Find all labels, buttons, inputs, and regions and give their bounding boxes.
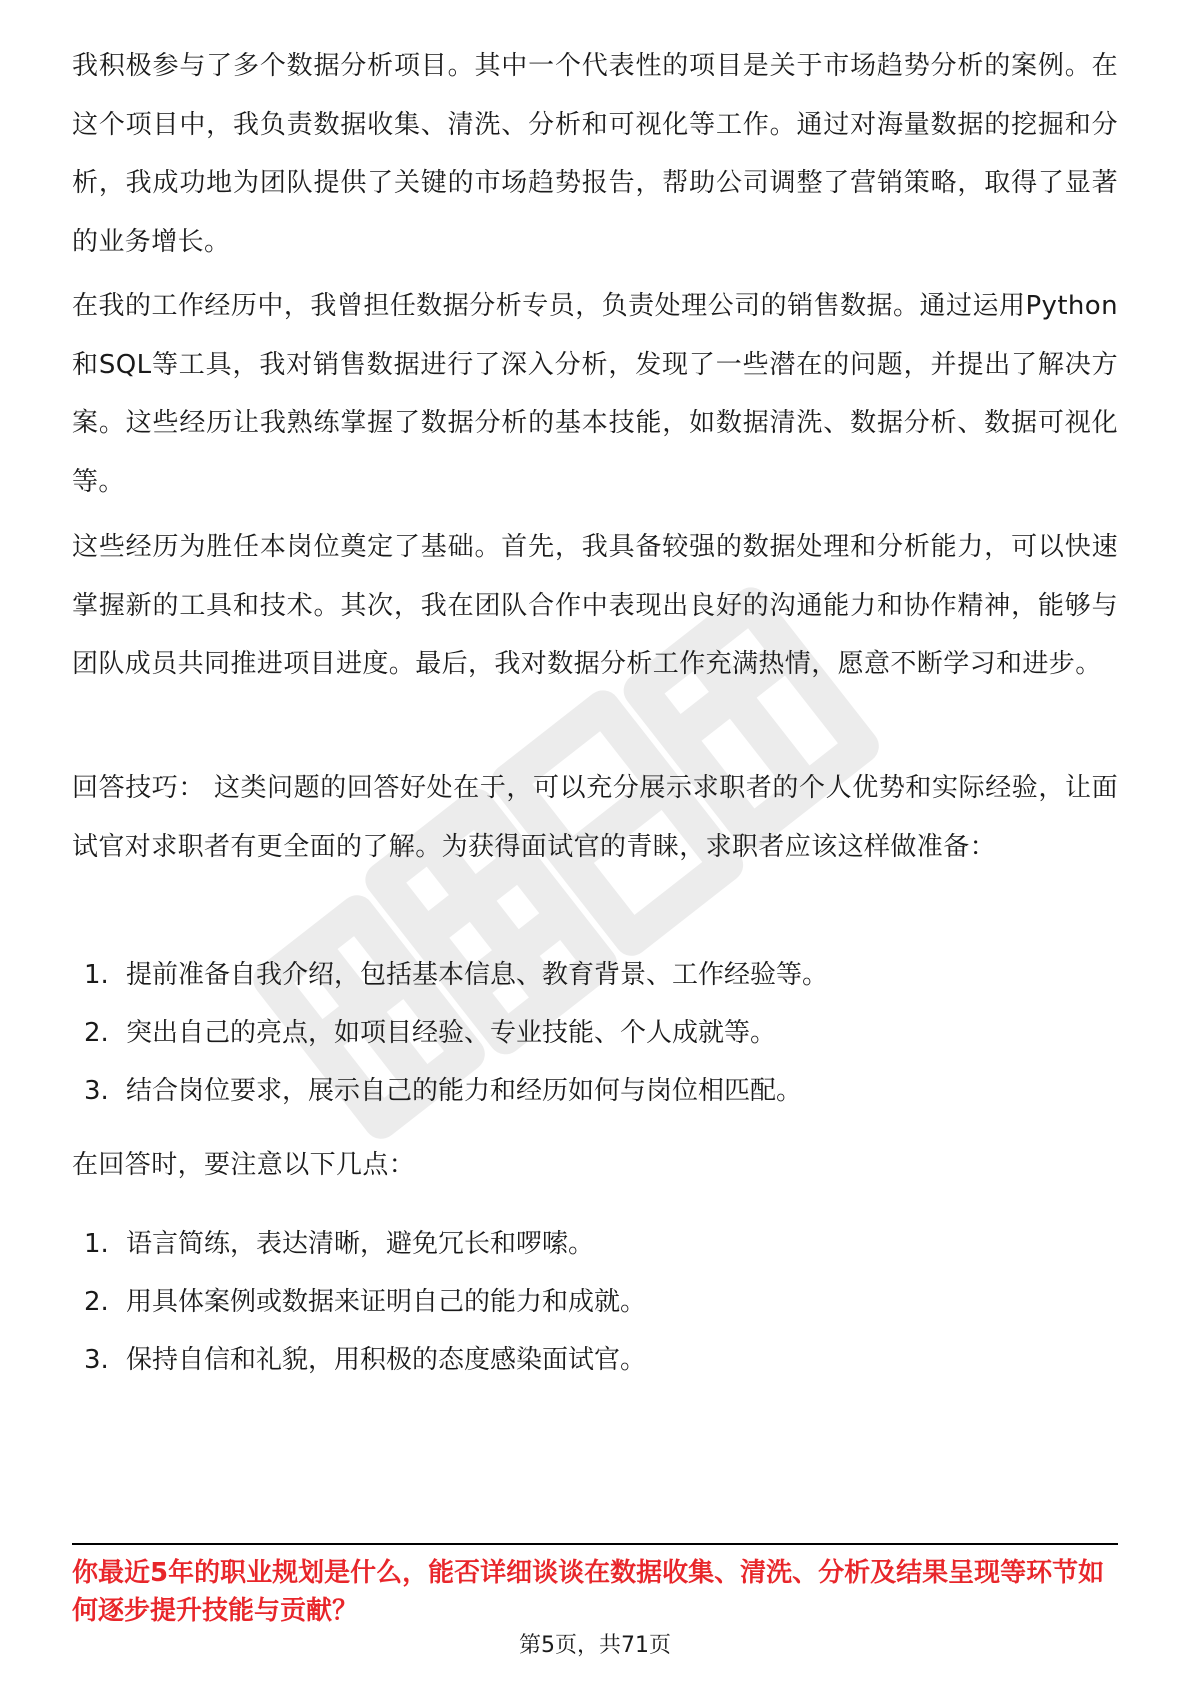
list-number: 2. <box>84 1287 109 1317</box>
list-text: 用具体案例或数据来证明自己的能力和成就。 <box>126 1287 647 1317</box>
list-number: 1. <box>84 1229 109 1259</box>
list-number: 3. <box>84 1345 109 1375</box>
prep-list <box>84 946 1084 1120</box>
next-question-heading: 你最近5年的职业规划是什么，能否详细谈谈在数据收集、清洗、分析及结果呈现等环节如何逐步提升技能与贡献？ <box>72 1558 1105 1626</box>
paragraph-answer-tips: 回答技巧： 这类问题的回答好处在于，可以充分展示求职者的个人优势和实际经验，让面试官对求职者有更全面的了解。为获得面试官的青睐，求职者应该这样做准备： <box>72 773 1118 862</box>
list-number: 3. <box>84 1076 109 1106</box>
paragraph-work-experience: 在我的工作经历中，我曾担任数据分析专员，负责处理公司的销售数据。通过运用Python和SQL等工具，我对销售数据进行了深入分析，发现了一些潜在的问题，并提出了解决方案。这些经历让我熟练掌握了数据分析的基本技能，如数据清洗、数据分析、数据可视化等。 <box>72 291 1118 497</box>
section-divider <box>72 1543 1118 1545</box>
notes-list <box>84 1215 1084 1389</box>
list-text: 保持自信和礼貌，用积极的态度感染面试官。 <box>126 1345 647 1375</box>
page-footer: 第5页，共71页 <box>519 1633 671 1658</box>
notes-intro: 在回答时，要注意以下几点： <box>72 1150 416 1180</box>
list-text: 提前准备自我介绍，包括基本信息、教育背景、工作经验等。 <box>126 960 829 990</box>
list-number: 2. <box>84 1018 109 1048</box>
list-item <box>84 1215 1084 1273</box>
list-item <box>84 1004 1084 1062</box>
paragraph-qualification: 这些经历为胜任本岗位奠定了基础。首先，我具备较强的数据处理和分析能力，可以快速掌握新的工具和技术。其次，我在团队合作中表现出良好的沟通能力和协作精神，能够与团队成员共同推进项目进度。最后，我对数据分析工作充满热情，愿意不断学习和进步。 <box>72 532 1118 679</box>
list-item <box>84 1062 1084 1120</box>
list-text: 语言简练，表达清晰，避免冗长和啰嗦。 <box>126 1229 595 1259</box>
list-item <box>84 1331 1084 1389</box>
list-item <box>84 946 1084 1004</box>
list-item <box>84 1273 1084 1331</box>
list-text: 结合岗位要求，展示自己的能力和经历如何与岗位相匹配。 <box>126 1076 803 1106</box>
list-number: 1. <box>84 960 109 990</box>
paragraph-project-experience: 我积极参与了多个数据分析项目。其中一个代表性的项目是关于市场趋势分析的案例。在这个项目中，我负责数据收集、清洗、分析和可视化等工作。通过对海量数据的挖掘和分析，我成功地为团队提供了关键的市场趋势报告，帮助公司调整了营销策略，取得了显著的业务增长。 <box>72 51 1118 257</box>
list-text: 突出自己的亮点，如项目经验、专业技能、个人成就等。 <box>126 1018 777 1048</box>
